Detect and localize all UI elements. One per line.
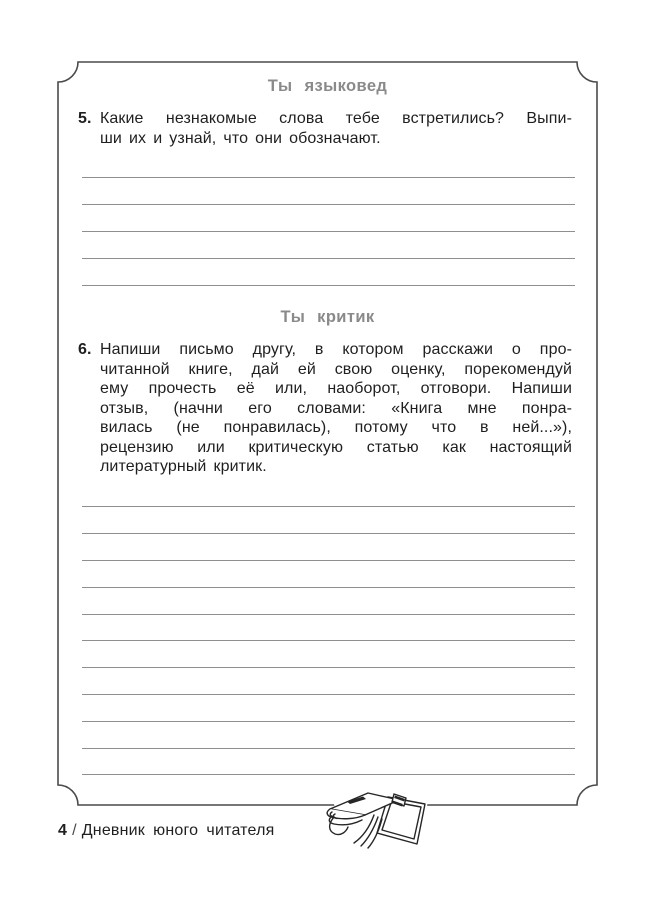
section-heading-critic: Ты критик [280, 308, 375, 326]
open-book-icon [318, 784, 434, 854]
question-6-text-line: читанной книге, дай ей свою оценку, порекомендуй [100, 360, 572, 378]
question-6-text-line: литературный критик. [100, 458, 267, 475]
question-6-number: 6. [78, 341, 92, 358]
question-5-text-line: ши их и узнай, что они обозначают. [100, 129, 381, 147]
writing-line [82, 588, 575, 615]
footer-separator: / [72, 822, 77, 839]
writing-line [82, 561, 575, 588]
question-5 [78, 109, 572, 148]
question-6-text-line: Напиши письмо другу, в котором расскажи о про- [100, 341, 572, 358]
question-6-text-line: ему прочесть её или, наоборот, отговори. Напиши [100, 380, 572, 397]
question-6 [78, 340, 572, 477]
writing-lines-question-5 [82, 151, 575, 286]
writing-line [82, 641, 575, 668]
question-5-number: 5. [78, 110, 92, 127]
writing-line [82, 534, 575, 561]
writing-line [82, 668, 575, 695]
question-6-text-line: рецензию или критическую статью как настоящий [100, 438, 572, 456]
question-6-text-line: отзыв, (начни его словами: «Книга мне понра- [100, 399, 572, 417]
writing-line [82, 178, 575, 205]
question-5-text-line: Какие незнакомые слова тебе встретились? Выпи- [100, 110, 572, 127]
writing-line [82, 722, 575, 749]
page-number: 4 [58, 822, 68, 839]
writing-lines-question-6 [82, 481, 575, 776]
section-heading-linguist: Ты языковед [267, 77, 388, 95]
writing-line [82, 205, 575, 232]
writing-line [82, 695, 575, 722]
footer-book-title: Дневник юного читателя [81, 822, 275, 839]
writing-line [82, 232, 575, 259]
writing-line [82, 507, 575, 534]
writing-line [82, 481, 575, 508]
writing-line [82, 259, 575, 286]
writing-line [82, 749, 575, 776]
writing-line [82, 151, 575, 178]
question-6-text-line: вилась (не понравилась), потому что в ней...»), [100, 419, 572, 436]
writing-line [82, 615, 575, 642]
page-footer [58, 822, 275, 840]
